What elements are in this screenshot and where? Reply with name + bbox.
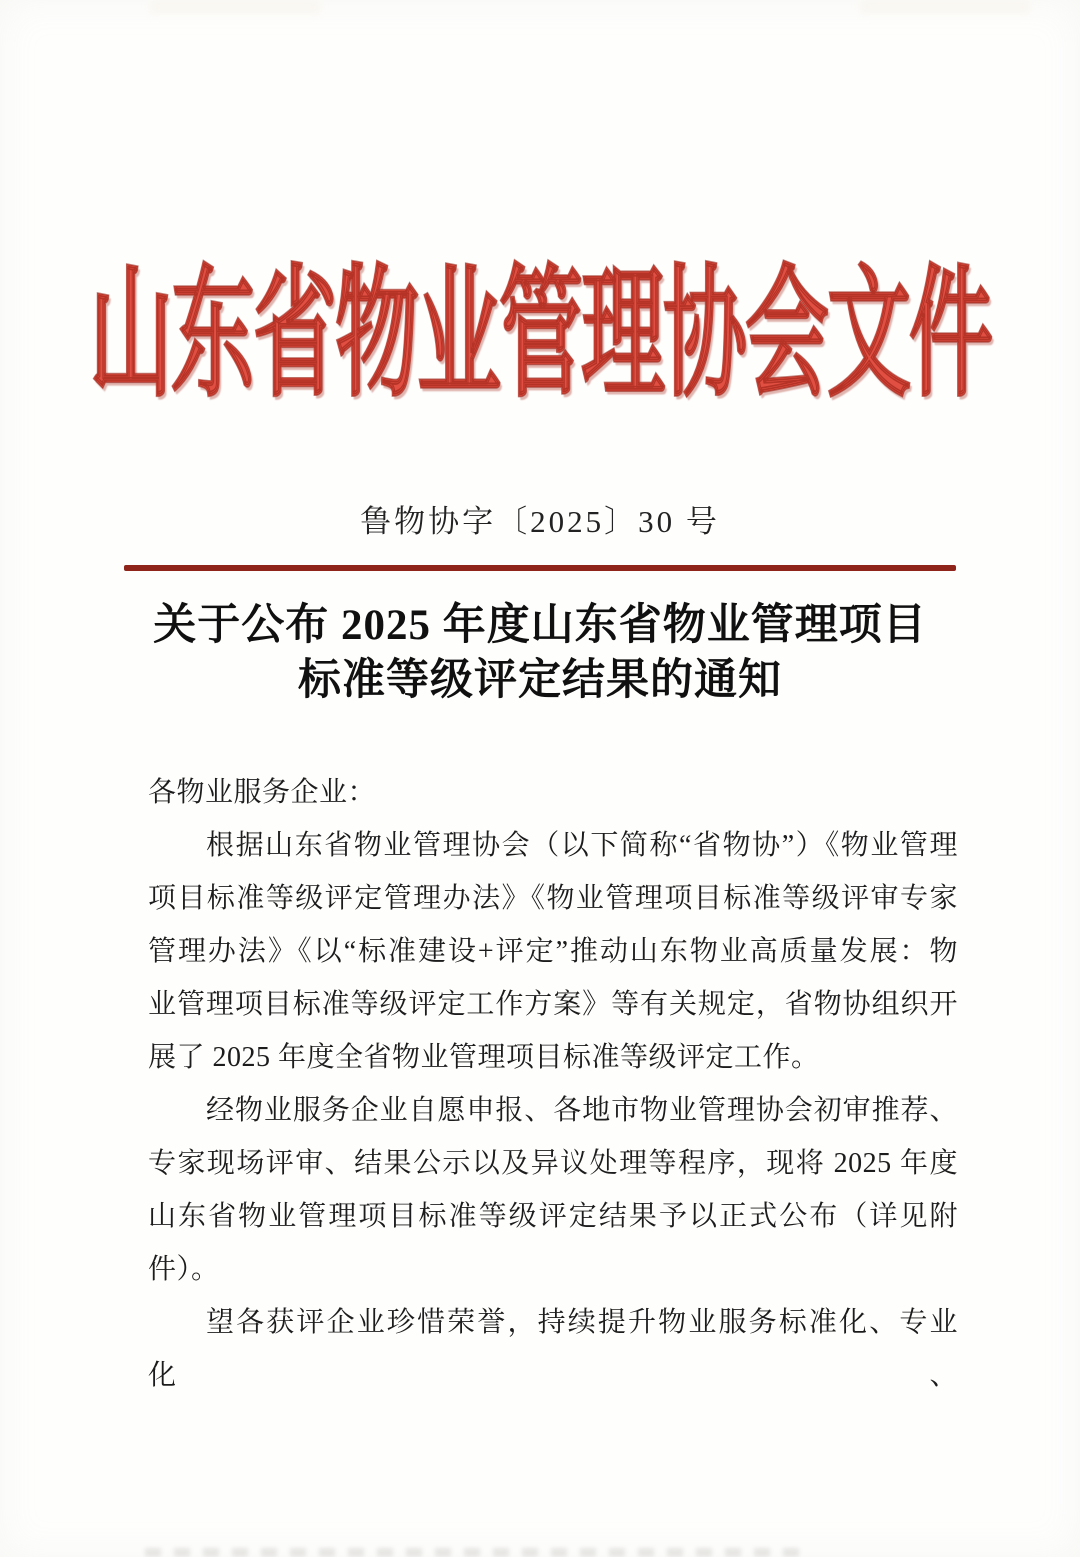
red-divider-rule — [124, 565, 956, 571]
document-number: 鲁物协字〔2025〕30 号 — [360, 504, 720, 539]
notice-title-line-2: 标准等级评定结果的通知 — [298, 657, 782, 704]
masthead-title: 山东省物业管理协会文件 — [88, 257, 991, 416]
body-text-line: 展了 2025 年度全省物业管理项目标准等级评定工作。 — [148, 1042, 820, 1073]
body-text-line: 各物业服务企业： — [148, 777, 377, 808]
page-bottom-cutoff-text — [145, 1548, 805, 1557]
body-text-line: 山东省物业管理项目标准等级评定结果予以正式公布（详见附 — [148, 1201, 958, 1232]
body-text-line: 项目标准等级评定管理办法》《物业管理项目标准等级评审专家 — [148, 883, 958, 914]
body-text-line: 业管理项目标准等级评定工作方案》等有关规定，省物协组织开 — [148, 989, 958, 1020]
notice-title — [0, 598, 1080, 708]
body-text-line: 件）。 — [148, 1254, 220, 1285]
body-text-line: 望各获评企业珍惜荣誉，持续提升物业服务标准化、专业化、 — [148, 1307, 958, 1391]
body-text-line: 专家现场评审、结果公示以及异议处理等程序，现将 2025 年度 — [148, 1148, 958, 1179]
body-text-line: 经物业服务企业自愿申报、各地市物业管理协会初审推荐、 — [206, 1095, 958, 1126]
body-text-line: 根据山东省物业管理协会（以下简称“省物协”）《物业管理 — [206, 830, 958, 861]
body-text-line: 管理办法》《以“标准建设+评定”推动山东物业高质量发展：物 — [148, 936, 958, 967]
document-body — [148, 766, 958, 1402]
scan-artifact — [150, 0, 320, 14]
scan-artifact — [860, 0, 1030, 14]
notice-title-line-1: 关于公布 2025 年度山东省物业管理项目 — [153, 602, 927, 649]
